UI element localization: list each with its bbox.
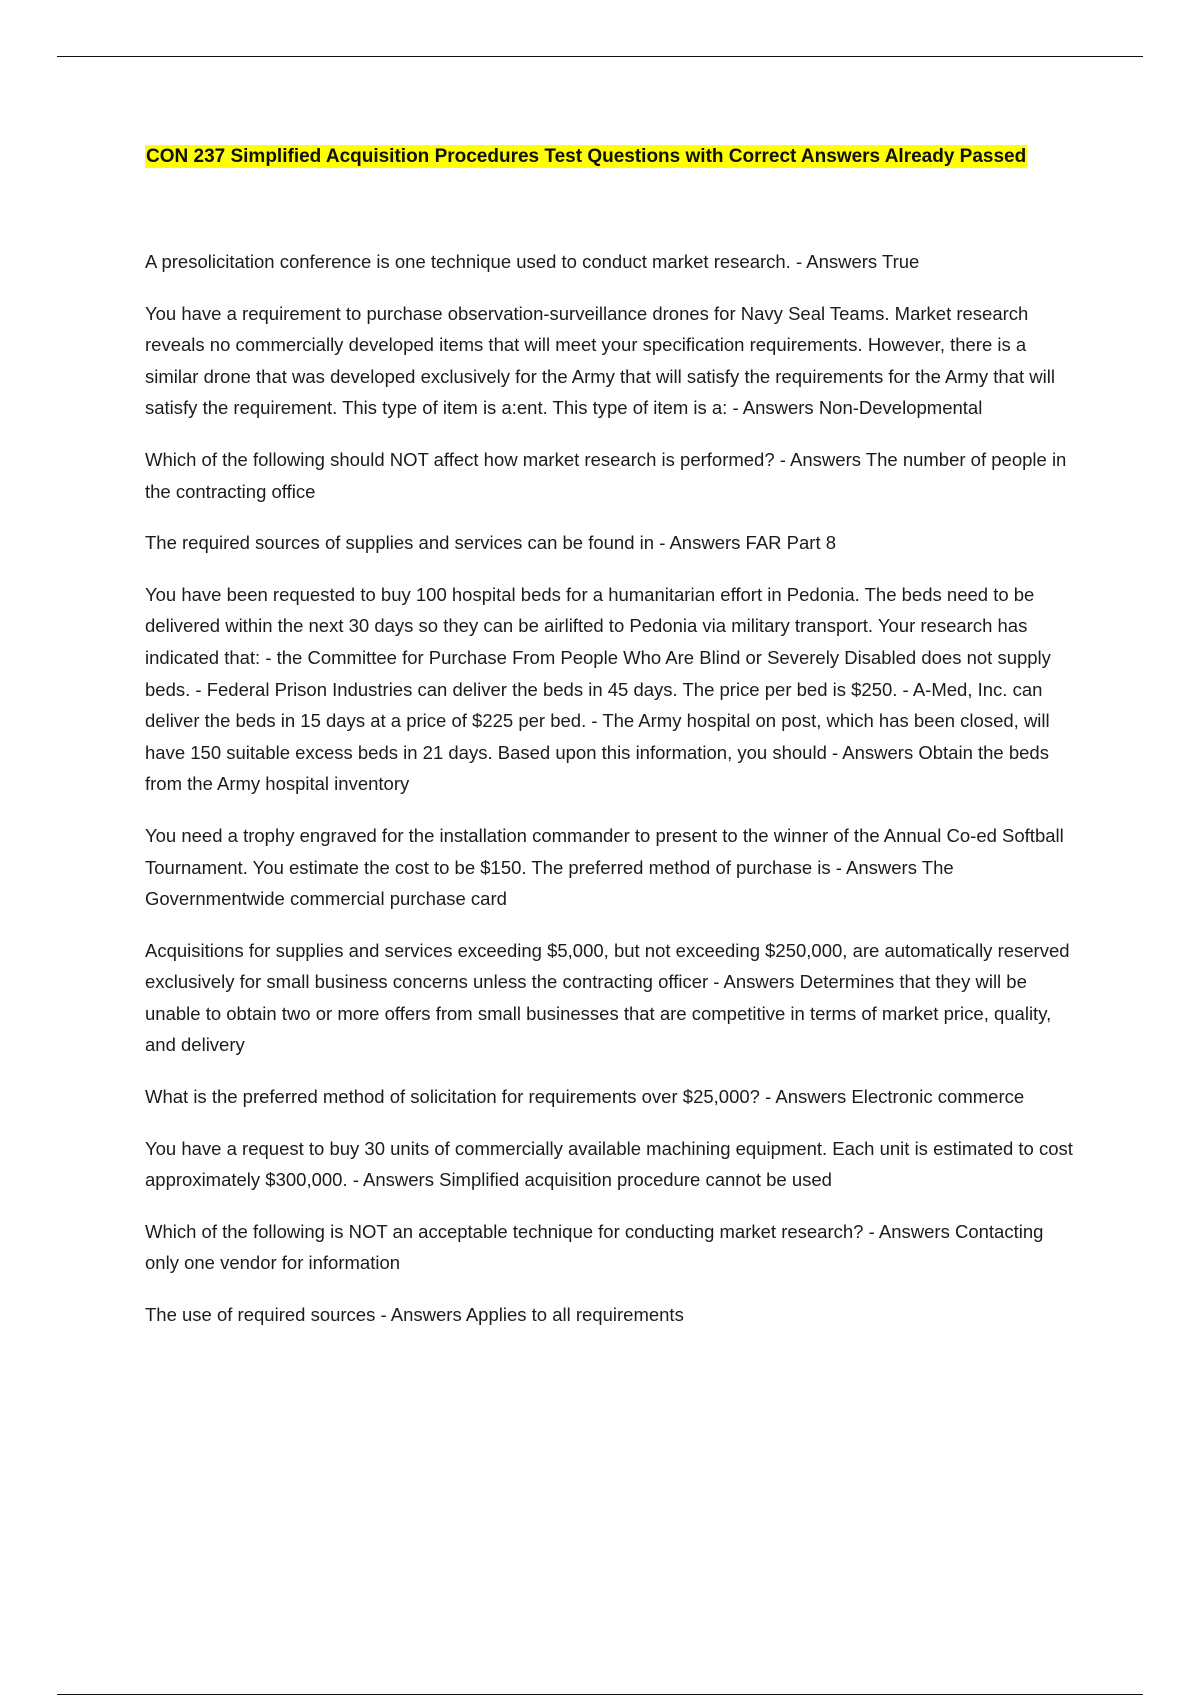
document-body (145, 142, 1080, 1351)
qa-item: The use of required sources - Answers Applies to all requirements (145, 1304, 684, 1326)
qa-item: Which of the following is NOT an acceptable technique for conducting market research? - Answers Contacting only one vendor for information (145, 1220, 1044, 1274)
question-answer-list (145, 246, 1080, 1331)
qa-item: A presolicitation conference is one technique used to conduct market research. - Answers True (145, 251, 920, 272)
qa-item: Acquisitions for supplies and services exceeding $5,000, but not exceeding $250,000, are automatically reserved exclusively for small business concerns unless the contracting officer - Answers Determines that they will be unable to obtain two or more offers from small businesses that are competitive in terms of market price, quality, and delivery (145, 939, 1070, 1056)
title-container (145, 142, 1080, 172)
document-title: CON 237 Simplified Acquisition Procedures Test Questions with Correct Answers Already Passed (146, 146, 1027, 167)
footer-rule (57, 1694, 1143, 1695)
header-rule (57, 56, 1143, 57)
qa-item: What is the preferred method of solicitation for requirements over $25,000? - Answers Electronic commerce (145, 1086, 1025, 1108)
qa-item: You need a trophy engraved for the installation commander to present to the winner of the Annual Co-ed Softball Tournament. You estimate the cost to be $150. The preferred method of purchase is - Answers The Governmentwide commercial purchase card (145, 824, 1064, 910)
qa-item: You have a requirement to purchase observation-surveillance drones for Navy Seal Teams. Market research reveals no commercially developed items that will meet your specification requirements. However, there is a similar drone that was developed exclusively for the Army that will satisfy the requirements for the Army that will satisfy the requirement. This type of item is a:ent. This type of item is a: - Answers Non-Developmental (145, 302, 1055, 419)
qa-item: The required sources of supplies and services can be found in - Answers FAR Part 8 (145, 532, 837, 554)
qa-item: Which of the following should NOT affect how market research is performed? - Answers The number of people in the contracting office (145, 448, 1067, 502)
qa-item: You have been requested to buy 100 hospital beds for a humanitarian effort in Pedonia. The beds need to be delivered within the next 30 days so they can be airlifted to Pedonia via military transport. Your research has indicated that: - the Committee for Purchase From People Who Are Blind or Severely Disabled does not supply beds. - Federal Prison Industries can deliver the beds in 45 days. The price per bed is $250. - A-Med, Inc. can deliver the beds in 15 days at a price of $225 per bed. - The Army hospital on post, which has been closed, will have 150 suitable excess beds in 21 days. Based upon this information, you should - Answers Obtain the beds from the Army hospital inventory (145, 583, 1051, 795)
qa-item: You have a request to buy 30 units of commercially available machining equipment. Each unit is estimated to cost approximately $300,000. - Answers Simplified acquisition procedure cannot be used (145, 1137, 1073, 1191)
